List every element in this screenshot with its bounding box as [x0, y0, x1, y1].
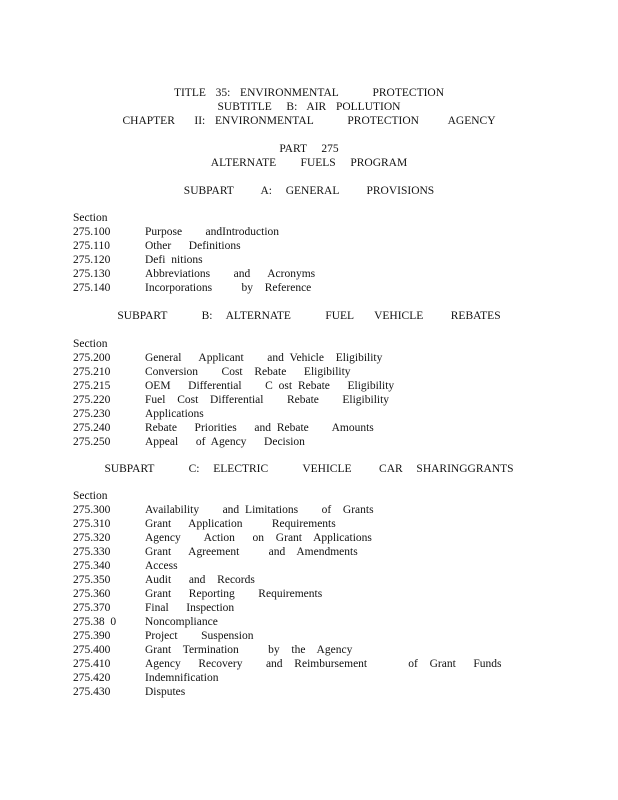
table-row — [73, 267, 573, 281]
subpart-b-sections — [73, 337, 573, 449]
table-row — [73, 587, 573, 601]
chapter-line: CHAPTER II: ENVIRONMENTAL PROTECTION AGENCY — [122, 115, 496, 127]
section-label: Section — [73, 338, 108, 350]
part-name-line: ALTERNATE FUELS PROGRAM — [210, 157, 408, 169]
section-title: Appeal of Agency Decision — [145, 436, 305, 448]
subpart-a-heading: SUBPART A: GENERAL PROVISIONS — [183, 185, 435, 197]
section-title: Disputes — [145, 686, 186, 698]
section-title: Audit and Records — [145, 574, 255, 586]
section-number: 275.430 — [73, 686, 111, 698]
section-title: Abbreviations and Acronyms — [145, 268, 316, 280]
section-number: 275.320 — [73, 532, 111, 544]
section-title: Grant Agreement and Amendments — [145, 546, 358, 558]
section-number: 275.220 — [73, 394, 111, 406]
section-label: Section — [73, 212, 108, 224]
section-title: Rebate Priorities and Rebate Amounts — [145, 422, 374, 434]
section-number: 275.410 — [73, 658, 111, 670]
section-title: Other Definitions — [145, 240, 241, 252]
table-row — [73, 435, 573, 449]
section-number: 275.360 — [73, 588, 111, 600]
section-number: 275.110 — [73, 240, 110, 252]
section-number: 275.300 — [73, 504, 111, 516]
section-number: 275.370 — [73, 602, 111, 614]
section-title: General Applicant and Vehicle Eligibility — [145, 352, 383, 364]
table-row — [73, 239, 573, 253]
table-row — [73, 421, 573, 435]
section-title: Incorporations by Reference — [145, 282, 312, 294]
section-title: Agency Action on Grant Applications — [145, 532, 372, 544]
title-line: TITLE 35: ENVIRONMENTAL PROTECTION — [173, 87, 445, 99]
section-title: Availability and Limitations of Grants — [145, 504, 374, 516]
section-title: Grant Termination by the Agency — [145, 644, 353, 656]
table-row — [73, 503, 573, 517]
table-row — [73, 545, 573, 559]
table-row — [73, 685, 573, 699]
section-number: 275.310 — [73, 518, 111, 530]
table-row — [73, 559, 573, 573]
section-title: Grant Application Requirements — [145, 518, 336, 530]
section-number: 275.130 — [73, 268, 111, 280]
section-title: OEM Differential C ost Rebate Eligibility — [145, 380, 395, 392]
table-row — [73, 393, 573, 407]
section-number: 275.420 — [73, 672, 111, 684]
section-number: 275.230 — [73, 408, 111, 420]
table-row — [73, 365, 573, 379]
table-row — [73, 657, 573, 671]
section-title: Conversion Cost Rebate Eligibility — [145, 366, 351, 378]
subpart-c-heading: SUBPART C: ELECTRIC VEHICLE CAR SHARINGGRANTS — [104, 463, 514, 475]
section-title: Indemnification — [145, 672, 219, 684]
section-title: Grant Reporting Requirements — [145, 588, 323, 600]
section-number: 275.100 — [73, 226, 111, 238]
document-header — [0, 86, 618, 170]
table-row — [73, 379, 573, 393]
table-row — [73, 225, 573, 239]
table-row — [73, 573, 573, 587]
section-number: 275.240 — [73, 422, 111, 434]
table-row — [73, 517, 573, 531]
section-title: Project Suspension — [145, 630, 254, 642]
section-number: 275.400 — [73, 644, 111, 656]
section-number: 275.330 — [73, 546, 111, 558]
subpart-a-sections — [73, 211, 573, 295]
section-number: 275.140 — [73, 282, 111, 294]
section-title: Defi nitions — [145, 254, 203, 266]
table-row — [73, 615, 573, 629]
section-number: 275.120 — [73, 254, 111, 266]
section-title: Agency Recovery and Reimbursement of Grant Funds — [145, 658, 502, 670]
subpart-c-sections — [73, 489, 573, 699]
section-title: Purpose andIntroduction — [145, 226, 280, 238]
section-number: 275.38 0 — [73, 616, 117, 628]
section-number: 275.340 — [73, 560, 111, 572]
section-title: Noncompliance — [145, 616, 218, 628]
table-row — [73, 601, 573, 615]
section-number: 275.390 — [73, 630, 111, 642]
section-title: Applications — [145, 408, 204, 420]
section-number: 275.215 — [73, 380, 111, 392]
table-row — [73, 671, 573, 685]
section-title: Fuel Cost Differential Rebate Eligibility — [145, 394, 390, 406]
section-number: 275.200 — [73, 352, 111, 364]
section-title: Final Inspection — [145, 602, 235, 614]
table-row — [73, 253, 573, 267]
part-line: PART 275 — [279, 143, 339, 155]
table-row — [73, 643, 573, 657]
table-row — [73, 281, 573, 295]
section-label: Section — [73, 490, 108, 502]
table-row — [73, 351, 573, 365]
section-number: 275.350 — [73, 574, 111, 586]
table-row — [73, 407, 573, 421]
subpart-b-heading: SUBPART B: ALTERNATE FUEL VEHICLE REBATES — [117, 310, 501, 322]
subtitle-line: SUBTITLE B: AIR POLLUTION — [217, 101, 401, 113]
section-title: Access — [145, 560, 178, 572]
table-row — [73, 629, 573, 643]
table-row — [73, 531, 573, 545]
section-number: 275.210 — [73, 366, 111, 378]
section-number: 275.250 — [73, 436, 111, 448]
